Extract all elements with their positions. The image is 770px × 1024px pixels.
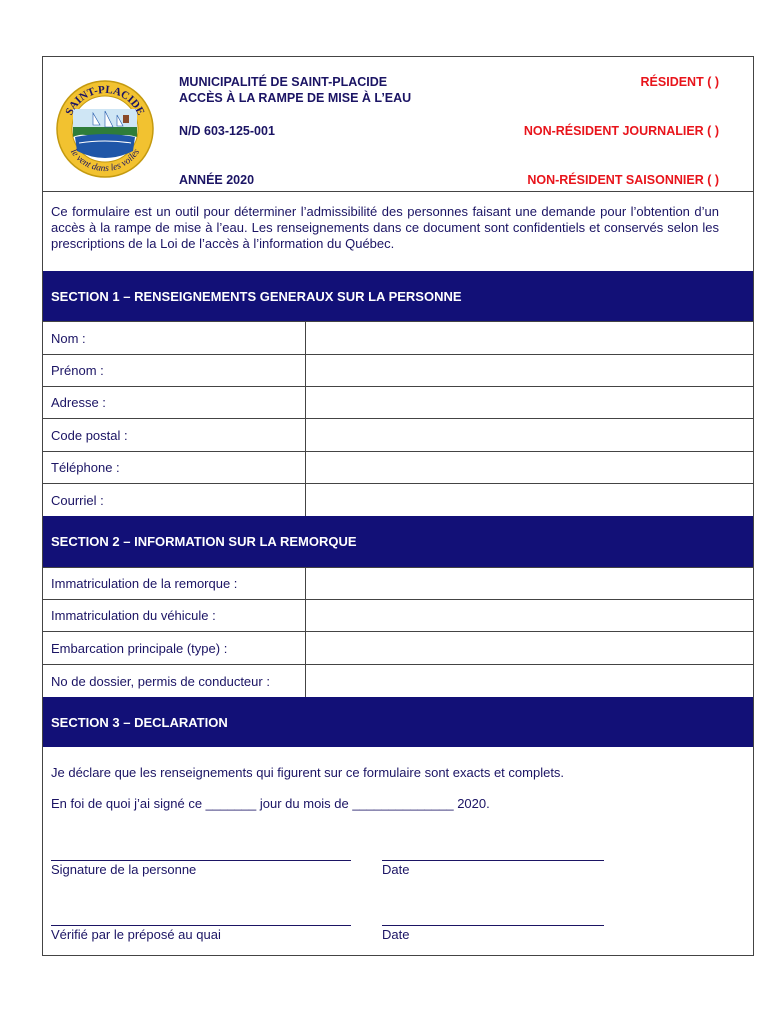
field-row-prenom bbox=[43, 354, 753, 386]
field-row-embarcation bbox=[43, 631, 753, 664]
logo-bottom-text: le vent dans les voiles bbox=[67, 147, 142, 175]
form-year: ANNÉE 2020 bbox=[179, 173, 255, 187]
field-input-adresse[interactable] bbox=[306, 387, 753, 418]
field-label-permis: No de dossier, permis de conducteur : bbox=[51, 673, 270, 689]
field-row-nom bbox=[43, 321, 753, 354]
form-header bbox=[43, 57, 753, 192]
field-row-immatriculation-vehicule bbox=[43, 599, 753, 631]
field-input-prenom[interactable] bbox=[306, 355, 753, 386]
field-row-code-postal bbox=[43, 418, 753, 451]
date-line-2[interactable] bbox=[382, 925, 604, 926]
option-nonresident-daily[interactable]: NON-RÉSIDENT JOURNALIER ( ) bbox=[523, 124, 719, 138]
option-nonresident-seasonal[interactable]: NON-RÉSIDENT SAISONNIER ( ) bbox=[527, 173, 719, 187]
verified-label: Vérifié par le préposé au quai bbox=[51, 927, 221, 942]
field-input-code-postal[interactable] bbox=[306, 419, 753, 451]
field-label-immatriculation-vehicule: Immatriculation du véhicule : bbox=[51, 608, 216, 623]
field-label-courriel: Courriel : bbox=[51, 492, 104, 508]
field-input-immatriculation-remorque[interactable] bbox=[306, 568, 753, 599]
form-container bbox=[42, 56, 754, 956]
field-row-permis bbox=[43, 664, 753, 697]
field-input-permis[interactable] bbox=[306, 665, 753, 697]
field-input-immatriculation-vehicule[interactable] bbox=[306, 600, 753, 631]
municipality-name: MUNICIPALITÉ DE SAINT-PLACIDE bbox=[179, 75, 388, 89]
form-subtitle: ACCÈS À LA RAMPE DE MISE À L’EAU bbox=[179, 91, 412, 105]
date-line-1[interactable] bbox=[382, 860, 604, 861]
signature-line[interactable] bbox=[51, 860, 351, 861]
field-label-telephone: Téléphone : bbox=[51, 460, 120, 475]
logo-top-text: SAINT-PLACIDE bbox=[63, 83, 147, 118]
field-label-nom: Nom : bbox=[51, 330, 86, 346]
field-label-embarcation: Embarcation principale (type) : bbox=[51, 640, 228, 656]
signature-label: Signature de la personne bbox=[51, 862, 197, 877]
declaration-signed-line[interactable]: En foi de quoi j’ai signé ce _______ jour du mois de ______________ 2020. bbox=[51, 796, 490, 811]
section-1-title: SECTION 1 – RENSEIGNEMENTS GENERAUX SUR LA PERSONNE bbox=[51, 288, 462, 304]
field-input-embarcation[interactable] bbox=[306, 632, 753, 664]
intro-paragraph: Ce formulaire est un outil pour déterminer l’admissibilité des personnes faisant une demande pour l’obtention d’un accès à la rampe de mise à l’eau. Les renseignements dans ce document sont confidentiels et conservés selon les prescriptions de la Loi de l’accès à l’information du Québec. bbox=[51, 204, 719, 251]
field-input-nom[interactable] bbox=[306, 322, 753, 354]
section-2-title: SECTION 2 – INFORMATION SUR LA REMORQUE bbox=[51, 534, 357, 549]
field-label-immatriculation-remorque: Immatriculation de la remorque : bbox=[51, 576, 238, 591]
declaration-statement: Je déclare que les renseignements qui figurent sur ce formulaire sont exacts et complets. bbox=[51, 765, 565, 780]
date-label-1: Date bbox=[382, 862, 410, 877]
field-label-adresse: Adresse : bbox=[51, 395, 106, 410]
date-label-2: Date bbox=[382, 927, 410, 942]
field-row-courriel bbox=[43, 483, 753, 516]
field-input-telephone[interactable] bbox=[306, 452, 753, 483]
field-input-courriel[interactable] bbox=[306, 484, 753, 516]
section-3-title: SECTION 3 – DECLARATION bbox=[51, 714, 228, 730]
file-number: N/D 603-125-001 bbox=[179, 124, 275, 138]
section-1-header bbox=[43, 271, 753, 321]
section-2-header bbox=[43, 516, 753, 567]
option-resident[interactable]: RÉSIDENT ( ) bbox=[640, 75, 719, 89]
field-row-telephone bbox=[43, 451, 753, 483]
verified-signature-line[interactable] bbox=[51, 925, 351, 926]
field-row-adresse bbox=[43, 386, 753, 418]
municipality-logo bbox=[55, 79, 155, 179]
field-row-immatriculation-remorque bbox=[43, 567, 753, 599]
field-label-code-postal: Code postal : bbox=[51, 427, 128, 443]
section-3-header bbox=[43, 697, 753, 747]
field-label-prenom: Prénom : bbox=[51, 363, 104, 378]
